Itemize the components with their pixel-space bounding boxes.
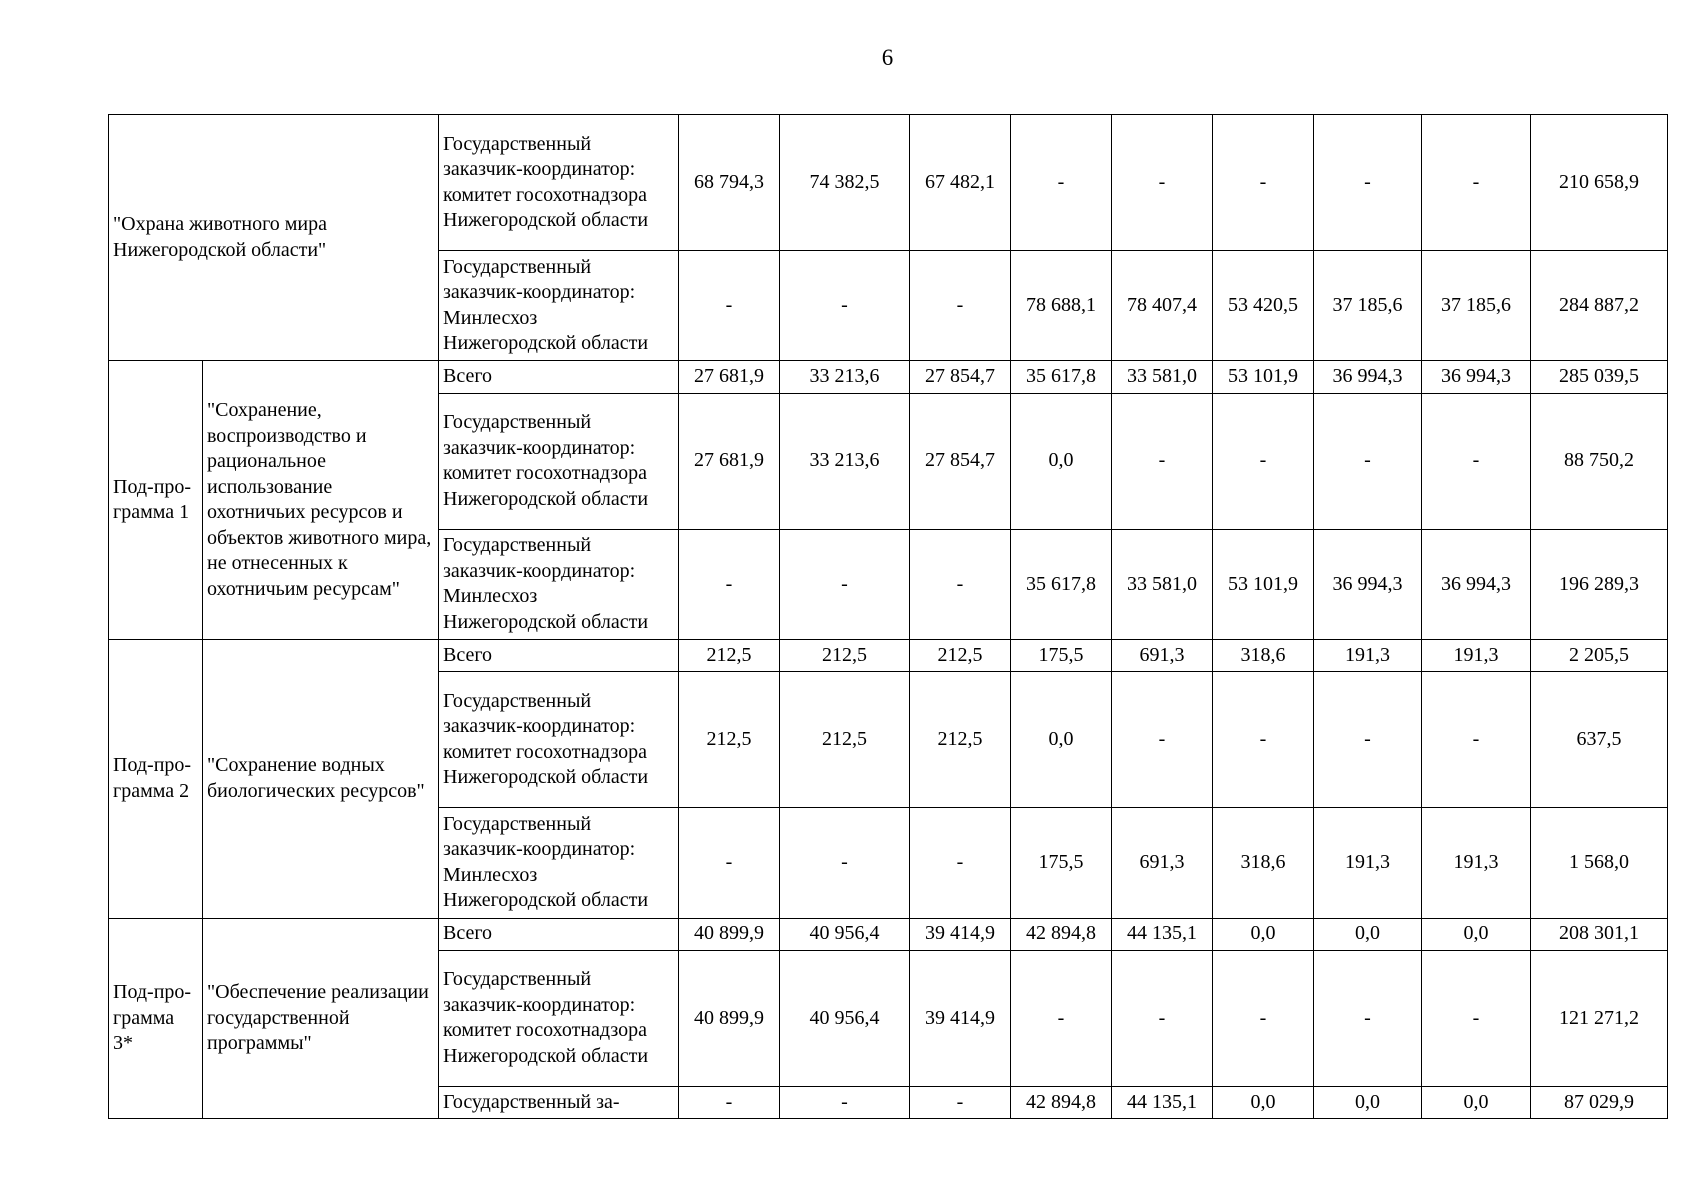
value-cell: 0,0 xyxy=(1422,1086,1531,1118)
value-cell: 191,3 xyxy=(1314,640,1422,672)
value-cell: 35 617,8 xyxy=(1011,361,1112,393)
value-cell: 27 854,7 xyxy=(910,361,1011,393)
value-cell: 212,5 xyxy=(910,672,1011,808)
row-label: Государственный заказчик-координатор: комитет госохотнадзора Нижегородской области xyxy=(439,672,679,808)
value-cell: 42 894,8 xyxy=(1011,918,1112,950)
value-cell: 39 414,9 xyxy=(910,918,1011,950)
row-label: Государственный заказчик-координатор: комитет госохотнадзора Нижегородской области xyxy=(439,393,679,529)
value-cell: 44 135,1 xyxy=(1112,1086,1213,1118)
value-cell: 212,5 xyxy=(910,640,1011,672)
value-cell: 53 101,9 xyxy=(1213,361,1314,393)
value-cell: - xyxy=(1314,672,1422,808)
value-cell: - xyxy=(1011,950,1112,1086)
value-cell: 212,5 xyxy=(679,672,780,808)
value-cell: 39 414,9 xyxy=(910,950,1011,1086)
value-cell: 27 681,9 xyxy=(679,361,780,393)
total-cell: 1 568,0 xyxy=(1531,808,1668,918)
value-cell: 191,3 xyxy=(1314,808,1422,918)
value-cell: 36 994,3 xyxy=(1314,361,1422,393)
table-row xyxy=(109,640,1668,672)
value-cell: 40 956,4 xyxy=(780,918,910,950)
value-cell: - xyxy=(1422,115,1531,251)
value-cell: 191,3 xyxy=(1422,808,1531,918)
row-label: Всего xyxy=(439,361,679,393)
subprogram-title: "Сохранение, воспроизводство и рациональное использование охотничьих ресурсов и объектов животного мира, не отнесенных к охотничьим ресурсам" xyxy=(203,361,439,640)
value-cell: 78 407,4 xyxy=(1112,251,1213,361)
value-cell: 35 617,8 xyxy=(1011,529,1112,639)
value-cell: 33 581,0 xyxy=(1112,361,1213,393)
row-label: Государственный заказчик-координатор: Минлесхоз Нижегородской области xyxy=(439,808,679,918)
value-cell: 53 101,9 xyxy=(1213,529,1314,639)
row-label: Государственный заказчик-координатор: Минлесхоз Нижегородской области xyxy=(439,529,679,639)
value-cell: 27 681,9 xyxy=(679,393,780,529)
total-cell: 285 039,5 xyxy=(1531,361,1668,393)
value-cell: - xyxy=(910,251,1011,361)
total-cell: 87 029,9 xyxy=(1531,1086,1668,1118)
value-cell: 68 794,3 xyxy=(679,115,780,251)
value-cell: 175,5 xyxy=(1011,808,1112,918)
value-cell: - xyxy=(1112,115,1213,251)
total-cell: 121 271,2 xyxy=(1531,950,1668,1086)
value-cell: - xyxy=(910,808,1011,918)
value-cell: - xyxy=(780,251,910,361)
row-label: Всего xyxy=(439,918,679,950)
value-cell: 40 956,4 xyxy=(780,950,910,1086)
value-cell: - xyxy=(1112,672,1213,808)
subprogram-label: Под-про-грамма 1 xyxy=(109,361,203,640)
value-cell: 0,0 xyxy=(1314,918,1422,950)
value-cell: 27 854,7 xyxy=(910,393,1011,529)
value-cell: - xyxy=(780,808,910,918)
value-cell: 33 581,0 xyxy=(1112,529,1213,639)
value-cell: 33 213,6 xyxy=(780,393,910,529)
value-cell: - xyxy=(1314,115,1422,251)
budget-table xyxy=(108,114,1668,1119)
value-cell: - xyxy=(1422,950,1531,1086)
value-cell: 0,0 xyxy=(1011,672,1112,808)
total-cell: 210 658,9 xyxy=(1531,115,1668,251)
value-cell: 37 185,6 xyxy=(1314,251,1422,361)
value-cell: - xyxy=(1314,950,1422,1086)
value-cell: 691,3 xyxy=(1112,808,1213,918)
value-cell: - xyxy=(1422,393,1531,529)
value-cell: - xyxy=(1011,115,1112,251)
row-label: Государственный заказчик-координатор: Минлесхоз Нижегородской области xyxy=(439,251,679,361)
value-cell: 0,0 xyxy=(1213,918,1314,950)
value-cell: 191,3 xyxy=(1422,640,1531,672)
value-cell: - xyxy=(1213,672,1314,808)
value-cell: - xyxy=(679,251,780,361)
value-cell: - xyxy=(780,1086,910,1118)
value-cell: 0,0 xyxy=(1213,1086,1314,1118)
value-cell: - xyxy=(1422,672,1531,808)
value-cell: 36 994,3 xyxy=(1422,361,1531,393)
value-cell: 44 135,1 xyxy=(1112,918,1213,950)
total-cell: 88 750,2 xyxy=(1531,393,1668,529)
value-cell: - xyxy=(679,1086,780,1118)
subprogram-label: Под-про-грамма 3* xyxy=(109,918,203,1118)
total-cell: 284 887,2 xyxy=(1531,251,1668,361)
value-cell: 40 899,9 xyxy=(679,918,780,950)
value-cell: - xyxy=(1112,393,1213,529)
subprogram-title: "Обеспечение реализации государственной программы" xyxy=(203,918,439,1118)
table-row xyxy=(109,918,1668,950)
total-cell: 208 301,1 xyxy=(1531,918,1668,950)
total-cell: 637,5 xyxy=(1531,672,1668,808)
value-cell: - xyxy=(1314,393,1422,529)
value-cell: 33 213,6 xyxy=(780,361,910,393)
program-title: "Охрана животного мира Нижегородской области" xyxy=(109,115,439,361)
value-cell: 0,0 xyxy=(1422,918,1531,950)
value-cell: 42 894,8 xyxy=(1011,1086,1112,1118)
value-cell: - xyxy=(679,808,780,918)
row-label: Государственный за- xyxy=(439,1086,679,1118)
value-cell: 0,0 xyxy=(1314,1086,1422,1118)
table-row xyxy=(109,115,1668,251)
row-label: Государственный заказчик-координатор: комитет госохотнадзора Нижегородской области xyxy=(439,115,679,251)
value-cell: - xyxy=(910,529,1011,639)
value-cell: 78 688,1 xyxy=(1011,251,1112,361)
value-cell: 40 899,9 xyxy=(679,950,780,1086)
value-cell: - xyxy=(1213,115,1314,251)
value-cell: 212,5 xyxy=(679,640,780,672)
page-number: 6 xyxy=(881,45,894,70)
value-cell: - xyxy=(1213,950,1314,1086)
total-cell: 196 289,3 xyxy=(1531,529,1668,639)
value-cell: - xyxy=(1112,950,1213,1086)
subprogram-label: Под-про-грамма 2 xyxy=(109,640,203,919)
subprogram-title: "Сохранение водных биологических ресурсов" xyxy=(203,640,439,919)
value-cell: 212,5 xyxy=(780,640,910,672)
value-cell: 691,3 xyxy=(1112,640,1213,672)
row-label: Всего xyxy=(439,640,679,672)
value-cell: 318,6 xyxy=(1213,808,1314,918)
total-cell: 2 205,5 xyxy=(1531,640,1668,672)
row-label: Государственный заказчик-координатор: комитет госохотнадзора Нижегородской области xyxy=(439,950,679,1086)
value-cell: 37 185,6 xyxy=(1422,251,1531,361)
value-cell: - xyxy=(910,1086,1011,1118)
value-cell: 53 420,5 xyxy=(1213,251,1314,361)
value-cell: - xyxy=(780,529,910,639)
value-cell: 175,5 xyxy=(1011,640,1112,672)
value-cell: 74 382,5 xyxy=(780,115,910,251)
value-cell: - xyxy=(1213,393,1314,529)
value-cell: 36 994,3 xyxy=(1422,529,1531,639)
value-cell: - xyxy=(679,529,780,639)
value-cell: 212,5 xyxy=(780,672,910,808)
value-cell: 36 994,3 xyxy=(1314,529,1422,639)
value-cell: 0,0 xyxy=(1011,393,1112,529)
value-cell: 67 482,1 xyxy=(910,115,1011,251)
table-row xyxy=(109,361,1668,393)
value-cell: 318,6 xyxy=(1213,640,1314,672)
